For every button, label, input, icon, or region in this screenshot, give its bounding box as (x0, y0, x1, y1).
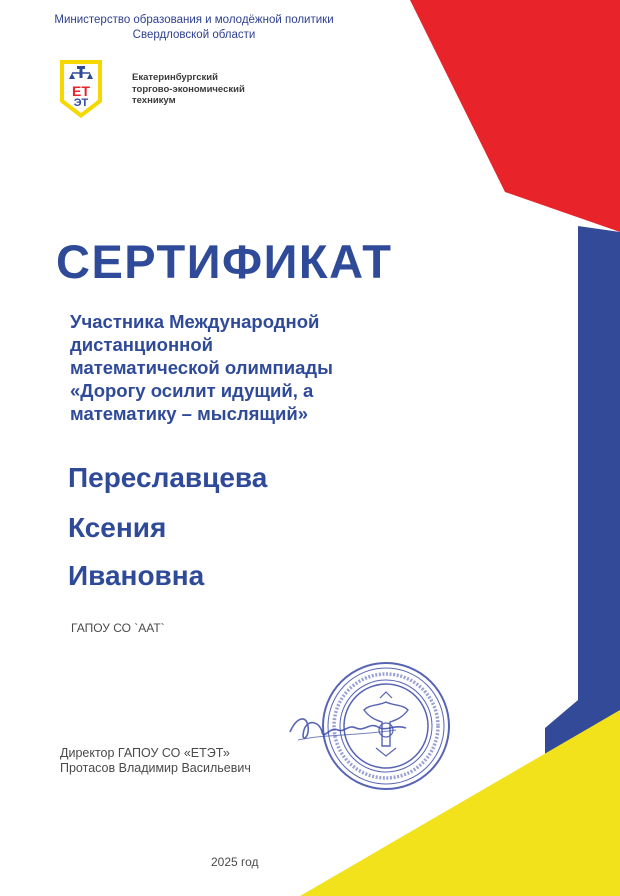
svg-text:ЕТ: ЕТ (72, 83, 90, 99)
college-name (132, 72, 245, 107)
subtitle-line-4: «Дорогу осилит идущий, а (70, 380, 314, 401)
director-name: Протасов Владимир Васильевич (60, 761, 251, 775)
signature-icon (286, 700, 416, 760)
subtitle-line-2: дистанционной (70, 334, 213, 355)
ministry-line-1: Министерство образования и молодёжной политики (54, 14, 334, 26)
issue-year: 2025 год (211, 855, 259, 869)
subtitle-line-5: математику – мыслящий» (70, 403, 309, 424)
recipient-first-name: Ксения (68, 512, 167, 543)
director-signature-block (60, 746, 251, 776)
red-corner-shape (410, 0, 620, 232)
certificate-subtitle (70, 310, 400, 425)
recipient-organization: ГАПОУ СО `ААТ` (71, 621, 165, 635)
college-name-line-1: Екатеринбургский (132, 72, 218, 83)
ministry-header (30, 13, 358, 43)
director-title: Директор ГАПОУ СО «ЕТЭТ» (60, 746, 230, 760)
certificate-title: СЕРТИФИКАТ (56, 235, 393, 288)
recipient-patronymic: Ивановна (68, 560, 205, 591)
subtitle-line-1: Участника Международной (70, 311, 320, 332)
college-name-line-3: техникум (132, 95, 176, 106)
college-name-line-2: торгово-экономический (132, 83, 245, 95)
subtitle-line-3: математической олимпиады (70, 357, 333, 378)
college-emblem-icon (58, 58, 104, 120)
svg-text:ЭТ: ЭТ (73, 97, 89, 109)
recipient-surname: Переславцева (68, 462, 268, 493)
ministry-line-2: Свердловской области (132, 29, 256, 41)
